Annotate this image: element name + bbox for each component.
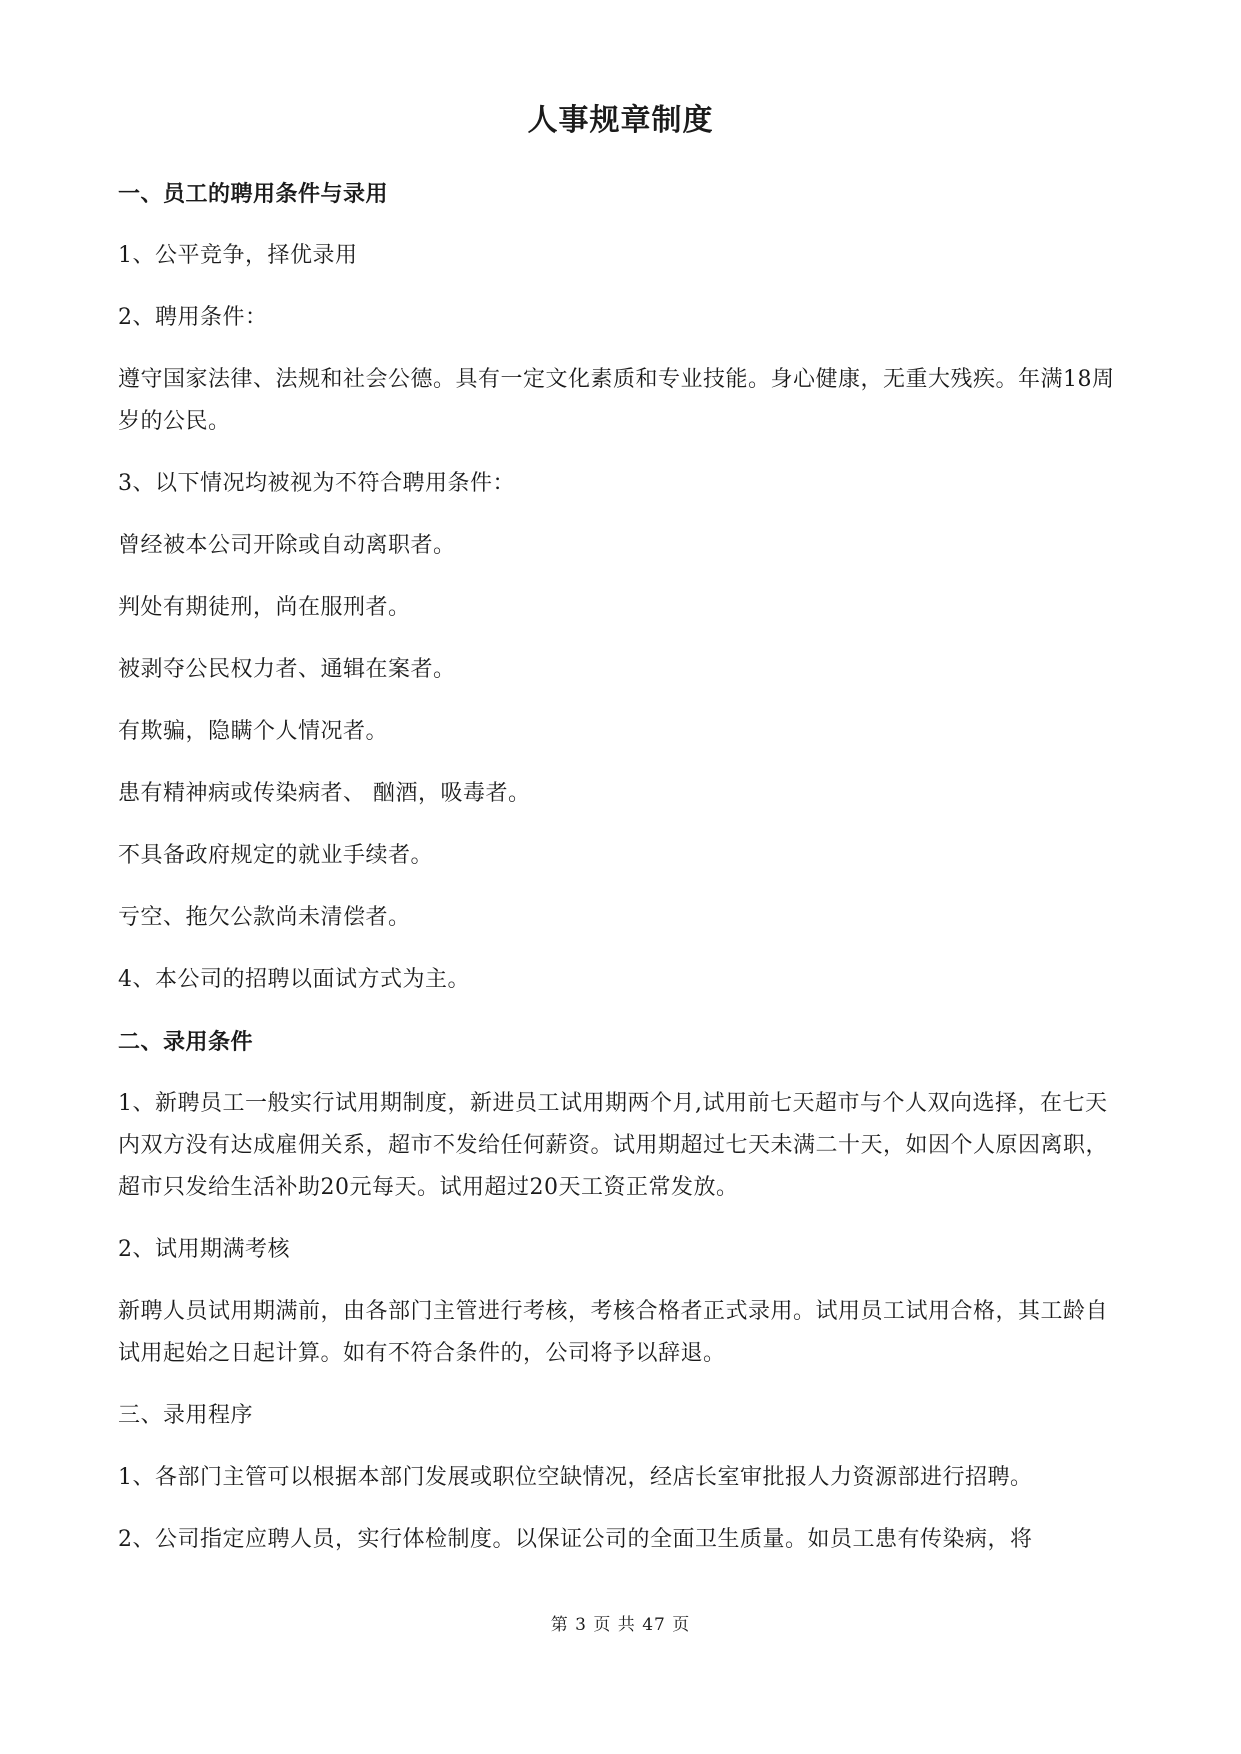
paragraph: 2、公司指定应聘人员，实行体检制度。以保证公司的全面卫生质量。如员工患有传染病，将 — [118, 1527, 1033, 1552]
paragraph: 遵守国家法律、法规和社会公德。具有一定文化素质和专业技能。身心健康，无重大残疾。年满18周岁的公民。 — [118, 367, 1115, 434]
paragraph: 4、本公司的招聘以面试方式为主。 — [118, 967, 470, 992]
paragraph: 亏空、拖欠公款尚未清偿者。 — [118, 905, 411, 930]
paragraph: 3、以下情况均被视为不符合聘用条件： — [118, 471, 515, 496]
document-body — [118, 173, 1128, 1581]
section-heading-3: 三、录用程序 — [118, 1403, 254, 1428]
paragraph: 1、新聘员工一般实行试用期制度，新进员工试用期两个月,试用前七天超市与个人双向选择，在七天内双方没有达成雇佣关系，超市不发给任何薪资。试用期超过七天未满二十天，如因个人原因离职，超市只发给生活补助20元每天。试用超过20天工资正常发放。 — [118, 1091, 1109, 1200]
paragraph: 1、各部门主管可以根据本部门发展或职位空缺情况，经店长室审批报人力资源部进行招聘。 — [118, 1465, 1033, 1490]
paragraph: 患有精神病或传染病者、 酗酒，吸毒者。 — [118, 781, 531, 806]
paragraph: 被剥夺公民权力者、通辑在案者。 — [118, 657, 456, 682]
page-number-footer: 第 3 页 共 47 页 — [550, 1615, 691, 1635]
section-heading-2: 二、录用条件 — [118, 1029, 254, 1055]
paragraph: 2、试用期满考核 — [118, 1237, 290, 1262]
paragraph: 新聘人员试用期满前，由各部门主管进行考核，考核合格者正式录用。试用员工试用合格，其工龄自试用起始之日起计算。如有不符合条件的，公司将予以辞退。 — [118, 1299, 1109, 1366]
paragraph: 2、聘用条件： — [118, 305, 268, 330]
paragraph: 1、公平竞争，择优录用 — [118, 243, 358, 268]
paragraph: 判处有期徒刑，尚在服刑者。 — [118, 595, 411, 620]
paragraph: 曾经被本公司开除或自动离职者。 — [118, 533, 456, 558]
paragraph: 不具备政府规定的就业手续者。 — [118, 843, 434, 868]
section-heading-1: 一、员工的聘用条件与录用 — [118, 181, 389, 207]
document-title: 人事规章制度 — [527, 103, 714, 138]
paragraph: 有欺骗，隐瞒个人情况者。 — [118, 719, 389, 744]
